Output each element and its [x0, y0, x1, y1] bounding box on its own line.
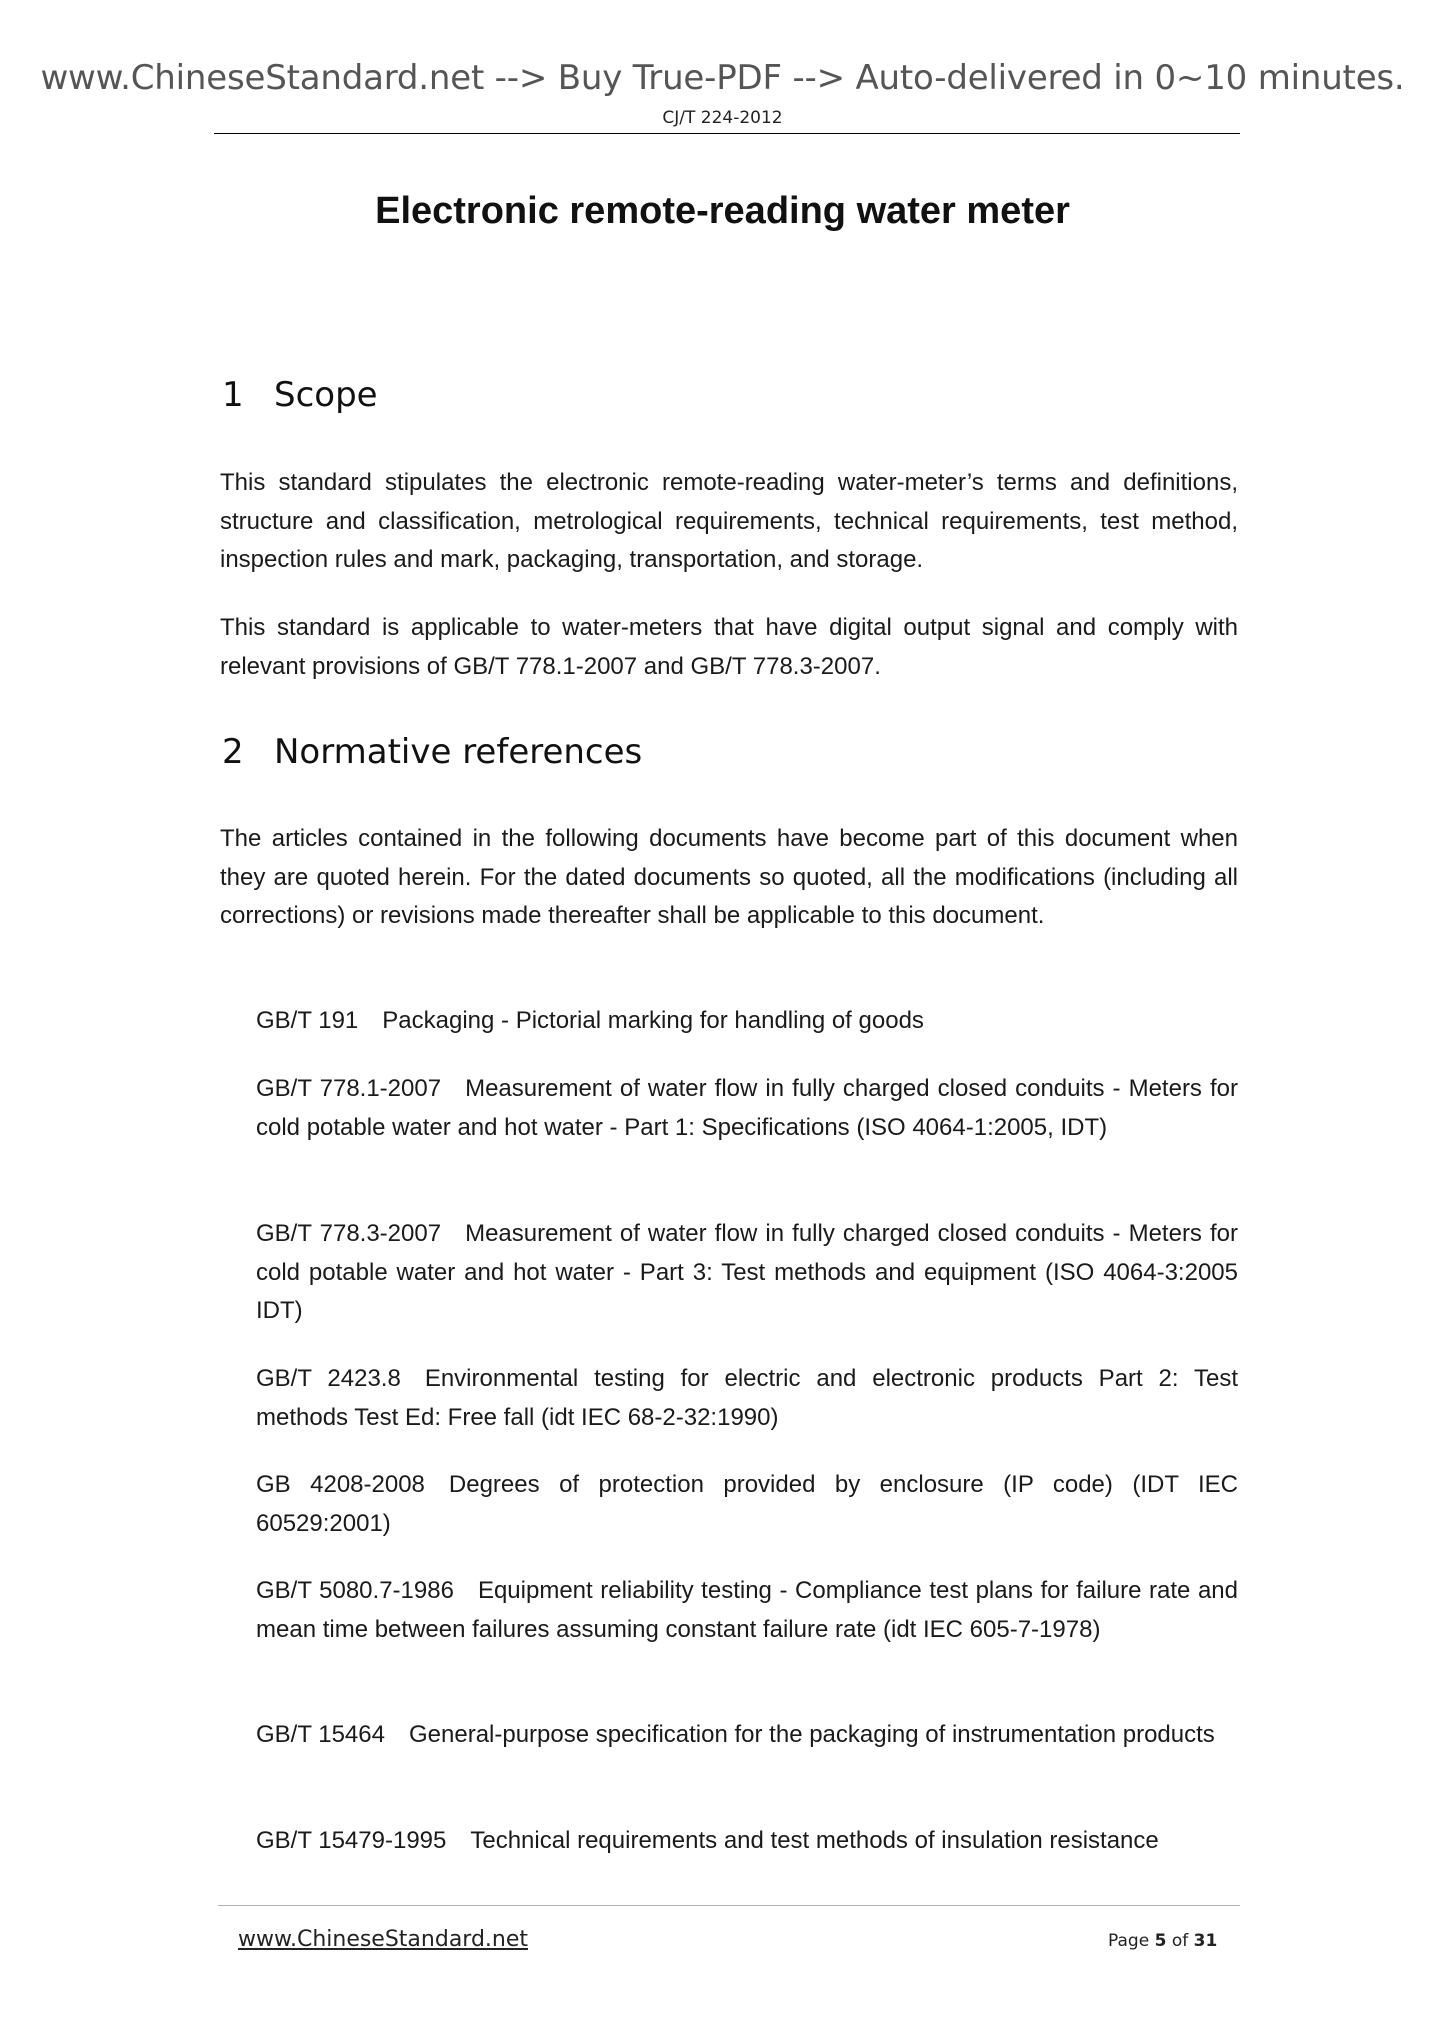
section-title: Scope: [274, 375, 378, 415]
section-title: Normative references: [274, 732, 643, 772]
reference-item: [256, 1822, 1238, 1861]
section-heading-scope: [222, 375, 378, 415]
scope-paragraph: This standard stipulates the electronic remote-reading water-meter’s terms and definitions, structure and classification, metrological requirements, technical requirements, test method, inspection rules and mark, packaging, transportation, and storage.: [220, 469, 1238, 573]
reference-item: [256, 1572, 1238, 1649]
page-total: 31: [1193, 1931, 1218, 1951]
footer-site-link[interactable]: www.ChineseStandard.net: [238, 1927, 529, 1952]
reference-code: GB/T 778.1-2007: [256, 1075, 442, 1102]
reference-item: [256, 1360, 1238, 1437]
reference-title: Degrees of protection provided by enclosure (IP code) (IDT IEC 60529:2001): [256, 1471, 1239, 1537]
footer-divider: [218, 1905, 1240, 1906]
reference-item: [256, 1070, 1238, 1147]
header-divider: [214, 133, 1240, 134]
reference-item: [256, 1215, 1238, 1331]
reference-title: Measurement of water flow in fully charged closed conduits - Meters for cold potable water and hot water - Part 1: Specifications (ISO 4064-1:2005, IDT): [256, 1075, 1238, 1141]
section-number: 1: [222, 375, 244, 415]
reference-title: General-purpose specification for the packaging of instrumentation products: [408, 1721, 1215, 1748]
standard-code: CJ/T 224-2012: [662, 108, 783, 128]
reference-code: GB/T 778.3-2007: [256, 1220, 442, 1247]
reference-title: Environmental testing for electric and electronic products Part 2: Test methods Test Ed: Free fall (idt IEC 68-2-32:1990): [256, 1365, 1238, 1431]
page-indicator: [1108, 1931, 1217, 1951]
reference-code: GB/T 5080.7-1986: [256, 1577, 454, 1604]
page-current: 5: [1154, 1931, 1167, 1951]
reference-code: GB 4208-2008: [256, 1471, 425, 1498]
promo-banner: www.ChineseStandard.net --> Buy True-PDF --> Auto-delivered in 0~10 minutes.: [40, 58, 1405, 98]
reference-code: GB/T 191: [256, 1007, 359, 1034]
reference-item: [256, 1466, 1238, 1543]
reference-title: Equipment reliability testing - Compliance test plans for failure rate and mean time between failures assuming constant failure rate (idt IEC 605-7-1978): [256, 1577, 1239, 1643]
scope-paragraph: This standard is applicable to water-meters that have digital output signal and comply with relevant provisions of GB/T 778.1-2007 and GB/T 778.3-2007.: [220, 614, 1238, 680]
reference-item: [256, 1002, 1238, 1041]
page-label: Page: [1108, 1931, 1150, 1951]
document-title: Electronic remote-reading water meter: [375, 190, 1070, 232]
reference-code: GB/T 15464: [256, 1721, 385, 1748]
reference-code: GB/T 15479-1995: [256, 1827, 447, 1854]
references-intro-paragraph: The articles contained in the following documents have become part of this document when they are quoted herein. For the dated documents so quoted, all the modifications (including all corrections) or revisions made thereafter shall be applicable to this document.: [220, 825, 1238, 929]
section-number: 2: [222, 732, 244, 772]
reference-code: GB/T 2423.8: [256, 1365, 401, 1392]
reference-title: Technical requirements and test methods of insulation resistance: [470, 1827, 1159, 1854]
reference-item: [256, 1716, 1238, 1755]
page-of-label: of: [1171, 1931, 1189, 1951]
reference-title: Packaging - Pictorial marking for handling of goods: [382, 1007, 924, 1034]
section-heading-normative-references: [222, 732, 642, 772]
reference-title: Measurement of water flow in fully charged closed conduits - Meters for cold potable water and hot water - Part 3: Test methods and equipment (ISO 4064-3:2005 IDT): [256, 1220, 1238, 1324]
